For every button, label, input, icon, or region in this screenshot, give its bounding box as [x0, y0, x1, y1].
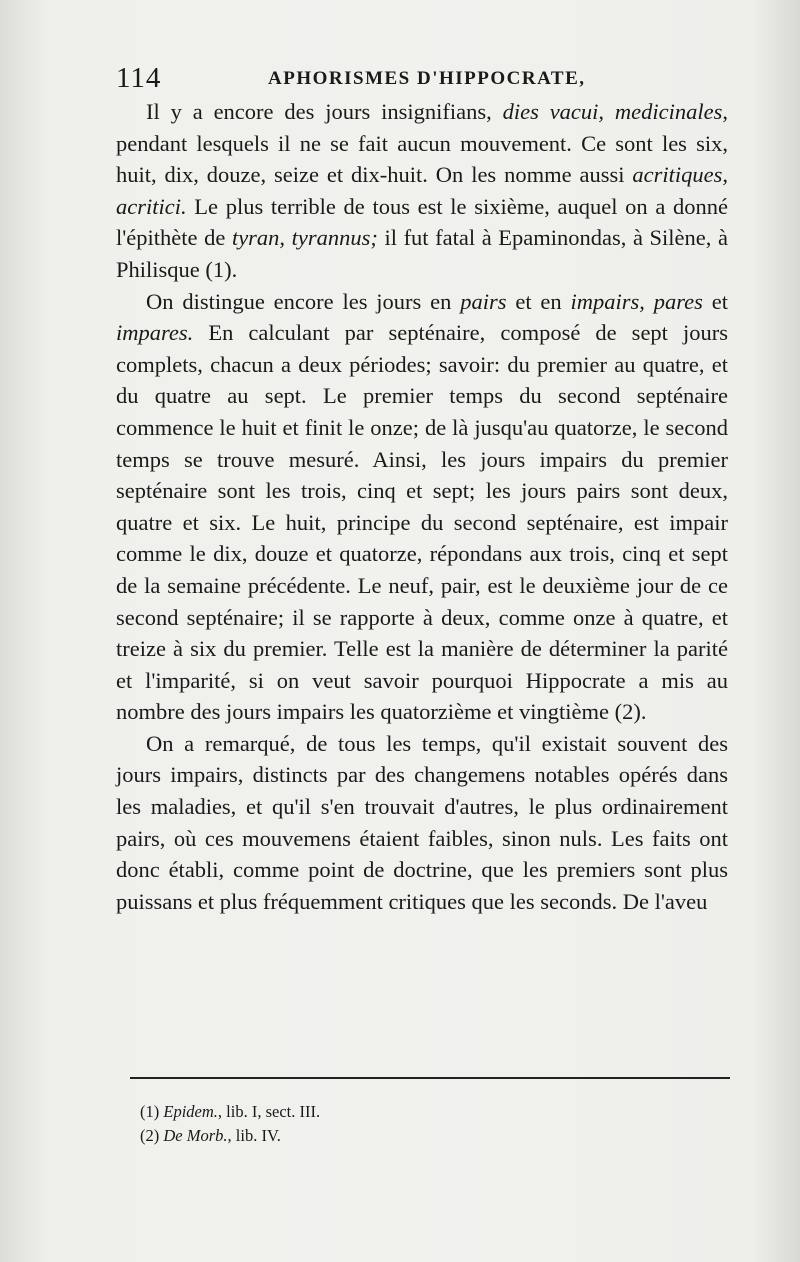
footnote-ref: , lib. IV.: [227, 1126, 281, 1145]
running-title: APHORISMES D'HIPPOCRATE,: [268, 68, 586, 89]
text-run: et en: [506, 288, 571, 314]
paragraph-3: [116, 728, 728, 918]
footnote-mark: (2): [140, 1126, 160, 1145]
page-header: [116, 60, 736, 94]
text-run: Le plus terrible de tous est le sixième, auquel on a donné l'épithète de: [116, 193, 728, 251]
footnote-mark: (1): [140, 1102, 160, 1121]
footnote-work: De Morb.: [163, 1126, 228, 1145]
italic-term: impares.: [116, 320, 194, 346]
footnotes: [140, 1100, 700, 1148]
footnote-rule: [130, 1077, 730, 1079]
italic-term: dies vacui, medicinales: [502, 99, 723, 124]
footnote-ref: , lib. I, sect. III.: [217, 1102, 321, 1121]
text-run: , pendant lesquels il ne se fait aucun mouvement. Ce sont les six, huit, dix, douze, seize et dix-huit. On les nomme aussi: [116, 99, 729, 188]
italic-term: acritiques, acritici.: [116, 162, 728, 219]
italic-term: impairs, pares: [570, 288, 703, 314]
paragraph-2: [116, 286, 728, 728]
italic-term: tyran, tyrannus;: [231, 225, 378, 251]
text-run: Il y a encore des jours insignifians,: [146, 99, 503, 124]
text-run: il fut fatal à Epaminondas, à Silène, à Philisque (1).: [116, 225, 728, 282]
main-text: [116, 96, 728, 917]
text-run: et: [702, 288, 728, 314]
footnote-2: [140, 1124, 700, 1148]
footnote-1: [140, 1100, 700, 1124]
text-run: On distingue encore les jours en: [146, 288, 461, 314]
footnote-work: Epidem.: [163, 1102, 218, 1121]
text-run: En calculant par septénaire, composé de sept jours complets, chacun a deux périodes; savoir: du premier au quatre, et du quatre au sept. Le premier temps du second septénaire commence le huit et finit le onze; de là jusqu'au quatorze, le second temps se trouve mesuré. Ainsi, les jours impairs du premier septénaire sont les trois, cinq et sept; les jours pairs sont deux, quatre et six. Le huit, principe du second septénaire, est impair comme le dix, douze et quatorze, répondans aux trois, cinq et sept de la semaine précédente. Le neuf, pair, est le deuxième jour de ce second septénaire; il se rapporte à deux, comme onze à quatre, et treize à six du premier. Telle est la manière de déterminer la parité et l'imparité, si on veut savoir pourquoi Hippocrate a mis au nombre des jours impairs les quatorzième et vingtième (2).: [116, 320, 728, 725]
italic-term: pairs: [460, 288, 507, 314]
page-number: 114: [116, 62, 162, 94]
paragraph-1: [116, 96, 728, 286]
text-run: On a remarqué, de tous les temps, qu'il existait souvent des jours impairs, distincts par des changemens notables opérés dans les maladies, et qu'il s'en trouvait d'autres, le plus ordinairement pairs, où ces mouvemens étaient faibles, sinon nuls. Les faits ont donc établi, comme point de doctrine, que les premiers sont plus puissans et plus fréquemment critiques que les seconds. De l'aveu: [116, 730, 728, 914]
